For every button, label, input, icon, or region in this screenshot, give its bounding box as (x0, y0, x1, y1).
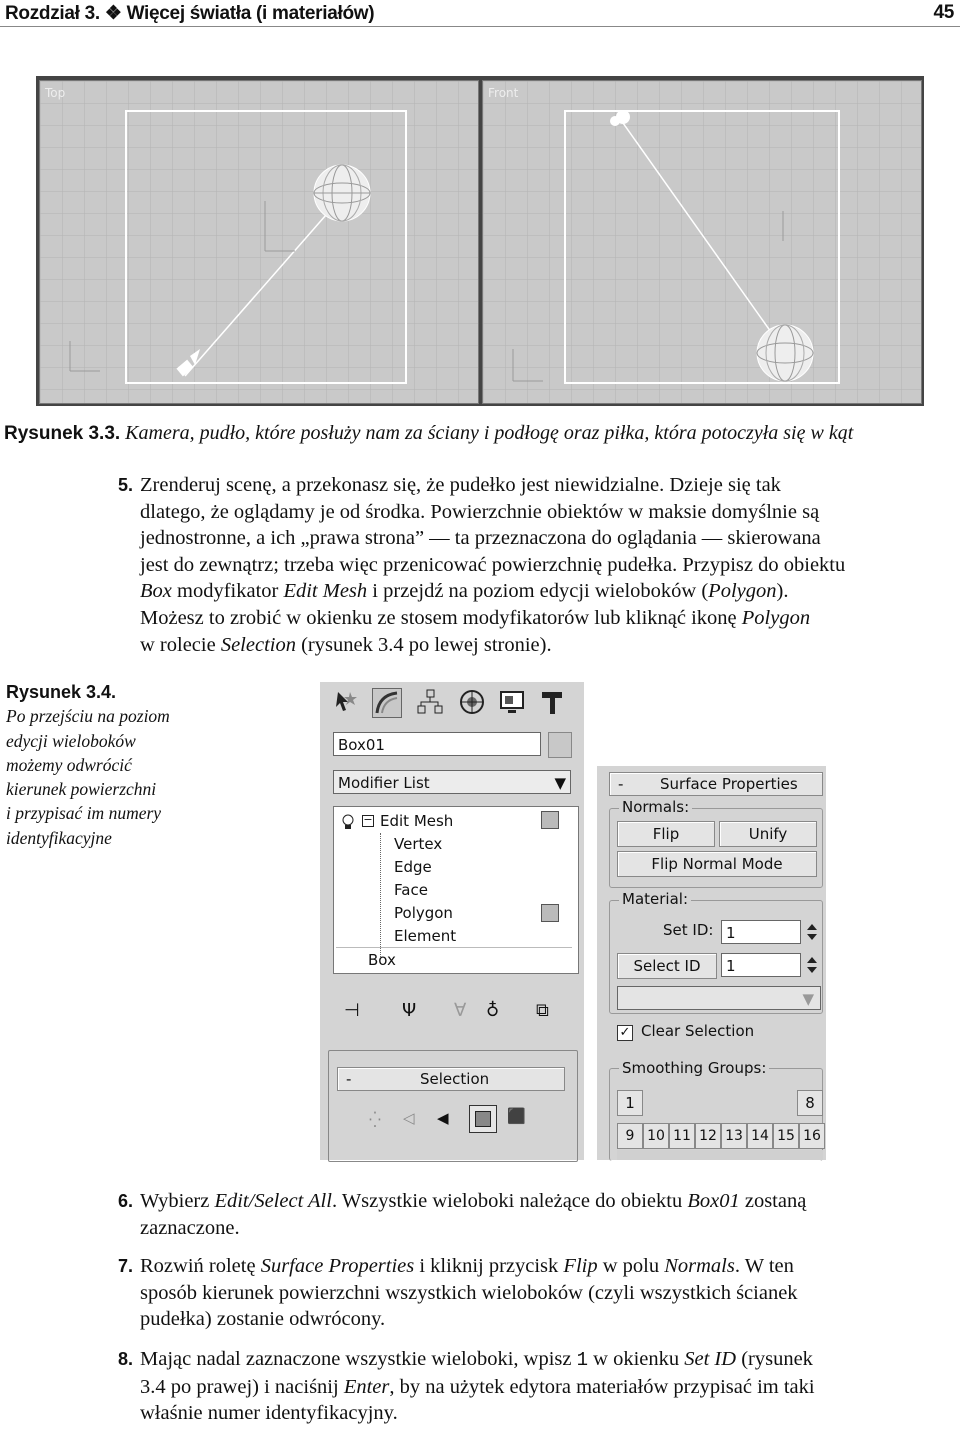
sg-button-14[interactable]: 14 (747, 1123, 773, 1149)
surface-properties-header[interactable]: - Surface Properties (609, 772, 823, 796)
element-select-icon[interactable]: ⬛ (507, 1107, 526, 1125)
step-number: 5. (118, 475, 134, 495)
modifier-list-label: Modifier List (338, 774, 430, 792)
stack-item-edge[interactable]: Edge (394, 858, 432, 876)
clear-selection-label: Clear Selection (641, 1022, 755, 1040)
step-line (118, 1188, 938, 1215)
side-caption-line: kierunek powierzchni (6, 779, 157, 800)
step-text: Rozwiń roletę (140, 1255, 261, 1277)
stack-item-edit-mesh[interactable]: Edit Mesh (380, 812, 454, 830)
step-text: Edit/Select All (214, 1190, 332, 1212)
motion-tab-icon[interactable] (458, 688, 486, 716)
step-text: Mając nadal zaznaczone wszystkie wieloboki, wpisz (140, 1348, 577, 1370)
select-id-button[interactable]: Select ID (617, 953, 717, 979)
sg-button-8[interactable]: 8 (797, 1090, 823, 1116)
step-line (118, 632, 938, 659)
stack-item-polygon[interactable]: Polygon (394, 904, 453, 922)
utilities-tab-icon[interactable] (538, 688, 566, 716)
sg-button-1[interactable]: 1 (617, 1090, 643, 1116)
flip-normal-mode-button[interactable]: Flip Normal Mode (617, 851, 817, 877)
stack-item-edit-mesh-marker (541, 811, 559, 829)
stack-item-box[interactable]: Box (368, 951, 396, 969)
step-text: zostaną (739, 1190, 807, 1212)
sphere-wireframe-front (757, 325, 813, 381)
step-text: i przejdź na poziom edycji wieloboków ( (367, 580, 709, 603)
caption-label: Rysunek 3.3. (4, 423, 121, 444)
remove-modifier-icon[interactable]: ♁ (486, 1000, 500, 1021)
selection-rollout (328, 1050, 578, 1162)
side-caption-line: możemy odwrócić (6, 754, 132, 775)
step-text: 1 (576, 1349, 589, 1371)
step-line (118, 1346, 938, 1374)
sg-button-9[interactable]: 9 (617, 1123, 643, 1149)
unify-button[interactable]: Unify (719, 821, 817, 847)
surface-properties-title: Surface Properties (660, 775, 798, 793)
selection-rollout-header[interactable]: - Selection (337, 1067, 565, 1091)
select-id-spinner[interactable] (805, 954, 819, 976)
show-end-result-icon[interactable]: Ψ (402, 1000, 417, 1021)
sphere-wireframe (314, 165, 370, 221)
display-tab-icon[interactable] (498, 688, 526, 716)
smoothing-groups-label: Smoothing Groups: (619, 1059, 769, 1077)
clear-selection-checkbox[interactable]: ✓ (617, 1025, 633, 1041)
step-8 (118, 1346, 938, 1427)
page-number: 45 (933, 2, 954, 23)
step-text: 3.4 po prawej) i naciśnij (140, 1375, 344, 1398)
collapse-icon[interactable]: − (363, 813, 373, 826)
step-line (118, 525, 938, 552)
step-text: ). (776, 580, 789, 603)
step-5 (118, 472, 938, 658)
side-caption-line: edycji wieloboków (6, 730, 136, 751)
step-text: Wybierz (140, 1190, 215, 1212)
step-text: jest do zewnątrz; trzeba więc przenicować powierzchnię pudełka. Przypisz do obiektu (140, 553, 846, 576)
set-id-input[interactable]: 1 (721, 920, 801, 944)
step-text: , by na użytek edytora materiałów przypisać im taki (389, 1375, 815, 1398)
stack-toolbar (326, 994, 576, 1034)
make-unique-icon[interactable]: ∀ (454, 1000, 467, 1021)
step-line (118, 1400, 938, 1427)
sg-button-11[interactable]: 11 (669, 1123, 695, 1149)
sg-button-15[interactable]: 15 (773, 1123, 799, 1149)
step-line (118, 1280, 938, 1307)
viewports-figure (36, 76, 924, 406)
side-caption-line: i przypisać im numery (6, 803, 162, 824)
sg-row-3-clipped (617, 1150, 823, 1160)
top-viewport-label: Top (45, 86, 66, 100)
front-viewport-label: Front (488, 86, 519, 100)
sg-button-12[interactable]: 12 (695, 1123, 721, 1149)
step-text: Set ID (684, 1348, 737, 1370)
page-header (0, 0, 960, 28)
step-text: w polu (597, 1255, 665, 1277)
top-viewport[interactable] (39, 80, 479, 404)
step-line (118, 472, 938, 499)
create-tab-icon[interactable] (332, 688, 360, 716)
step-text: w rolecie (140, 633, 221, 656)
step-line (118, 499, 938, 526)
material-label: Material: (619, 890, 691, 908)
chapter-title: Rozdział 3. ❖ Więcej światła (i materiałów) (5, 3, 375, 24)
step-text: w okienku (588, 1348, 685, 1370)
step-text: Box (140, 580, 172, 603)
step-number: 7. (118, 1256, 134, 1276)
step-line (118, 605, 938, 632)
stack-tree-line (380, 833, 381, 957)
sg-button-16[interactable]: 16 (799, 1123, 825, 1149)
step-number: 6. (118, 1191, 134, 1211)
chevron-down-icon: ▼ (554, 774, 566, 792)
step-text: Normals (664, 1255, 735, 1277)
stack-item-vertex[interactable]: Vertex (394, 835, 443, 853)
step-text: sposób kierunek powierzchni wszystkich wieloboków (czyli wszystkich ścianek (140, 1281, 798, 1304)
step-text: Zrenderuj scenę, a przekonasz się, że pudełko jest niewidzialne. Dzieje się tak (140, 474, 781, 496)
stack-item-face[interactable]: Face (394, 881, 428, 899)
step-number: 8. (118, 1349, 134, 1369)
step-line (118, 1306, 938, 1333)
step-line (118, 578, 938, 605)
step-text: Możesz to zrobić w okienku ze stosem modyfikatorów lub kliknąć ikonę (140, 606, 742, 629)
figure-3-3-caption (4, 422, 853, 445)
step-text: Enter (343, 1375, 390, 1398)
step-text: Polygon (741, 606, 811, 629)
modify-panel (320, 682, 584, 1160)
step-text: Edit Mesh (283, 580, 368, 603)
step-text: zaznaczone. (140, 1216, 240, 1239)
sg-button-10[interactable]: 10 (643, 1123, 669, 1149)
step-line (118, 1215, 938, 1242)
step-line (118, 1374, 938, 1401)
step-text: Flip (563, 1255, 598, 1277)
edge-select-icon[interactable]: ◁ (403, 1109, 415, 1127)
lightbulb-icon[interactable] (340, 813, 356, 835)
material-name-dropdown[interactable] (617, 986, 821, 1010)
step-text: Polygon (708, 580, 777, 603)
side-caption-label: Rysunek 3.4. (6, 682, 117, 702)
stack-item-element[interactable]: Element (394, 927, 457, 945)
step-text: . Wszystkie wieloboki należące do obiektu (331, 1190, 688, 1212)
object-name-field[interactable]: Box01 (333, 732, 541, 756)
flip-button[interactable]: Flip (617, 821, 715, 847)
sg-row-2 (617, 1123, 823, 1147)
step-text: modyfikator (171, 580, 284, 603)
step-text: pudełka) zostanie odwrócony. (140, 1308, 386, 1331)
face-select-icon[interactable]: ◀ (437, 1109, 449, 1127)
set-id-spinner[interactable] (805, 921, 819, 943)
sg-button-13[interactable]: 13 (721, 1123, 747, 1149)
normals-label: Normals: (619, 798, 692, 816)
modifier-list-dropdown[interactable] (333, 770, 571, 794)
caption-text: Kamera, pudło, które posłuży nam za ściany i podłogę oraz piłka, która potoczyła się w kąt (125, 422, 854, 444)
step-7 (118, 1253, 938, 1333)
step-text: (rysunek (736, 1348, 813, 1370)
front-viewport-drawing (483, 81, 921, 403)
step-text: jednostronne, a ich „prawa strona” — ta przeznaczona do oglądania — skierowana (140, 527, 821, 550)
step-text: właśnie numer identyfikacyjny. (140, 1402, 398, 1425)
modifier-stack (333, 806, 579, 974)
front-viewport[interactable] (482, 80, 922, 404)
hierarchy-tab-icon[interactable] (416, 688, 444, 716)
step-text: . W ten (734, 1255, 794, 1277)
chevron-down-icon: ▼ (802, 990, 814, 1008)
configure-sets-icon[interactable]: ⧉ (536, 1000, 549, 1021)
side-caption-line: identyfikacyjne (6, 827, 112, 848)
step-text: (rysunek 3.4 po lewej stronie). (295, 633, 552, 656)
modify-tab-icon[interactable] (372, 688, 402, 718)
header-rule (0, 26, 960, 27)
pin-stack-icon[interactable]: ⊣ (344, 1000, 360, 1021)
figure-3-4-caption (6, 680, 216, 850)
object-color-swatch[interactable] (548, 732, 572, 758)
set-id-label: Set ID: (663, 921, 714, 939)
top-viewport-drawing (40, 81, 478, 403)
step-text: dlatego, że oglądamy je od środka. Powierzchnie obiektów w maksie domyślnie są (140, 500, 820, 523)
selection-rollout-title: Selection (420, 1070, 490, 1088)
polygon-select-icon[interactable] (469, 1105, 497, 1133)
surface-properties-panel (597, 766, 826, 1160)
step-text: Surface Properties (260, 1255, 415, 1277)
side-caption-line: Po przejściu na poziom (6, 706, 170, 727)
select-id-input[interactable]: 1 (721, 953, 801, 977)
stack-item-polygon-marker (541, 904, 559, 922)
step-line (118, 1253, 938, 1280)
step-text: i kliknij przycisk (414, 1255, 564, 1277)
step-text: Box01 (687, 1190, 740, 1212)
step-6 (118, 1188, 938, 1241)
vertex-select-icon[interactable]: ⁛ (369, 1111, 381, 1129)
step-text: Selection (220, 633, 296, 656)
step-line (118, 552, 938, 579)
